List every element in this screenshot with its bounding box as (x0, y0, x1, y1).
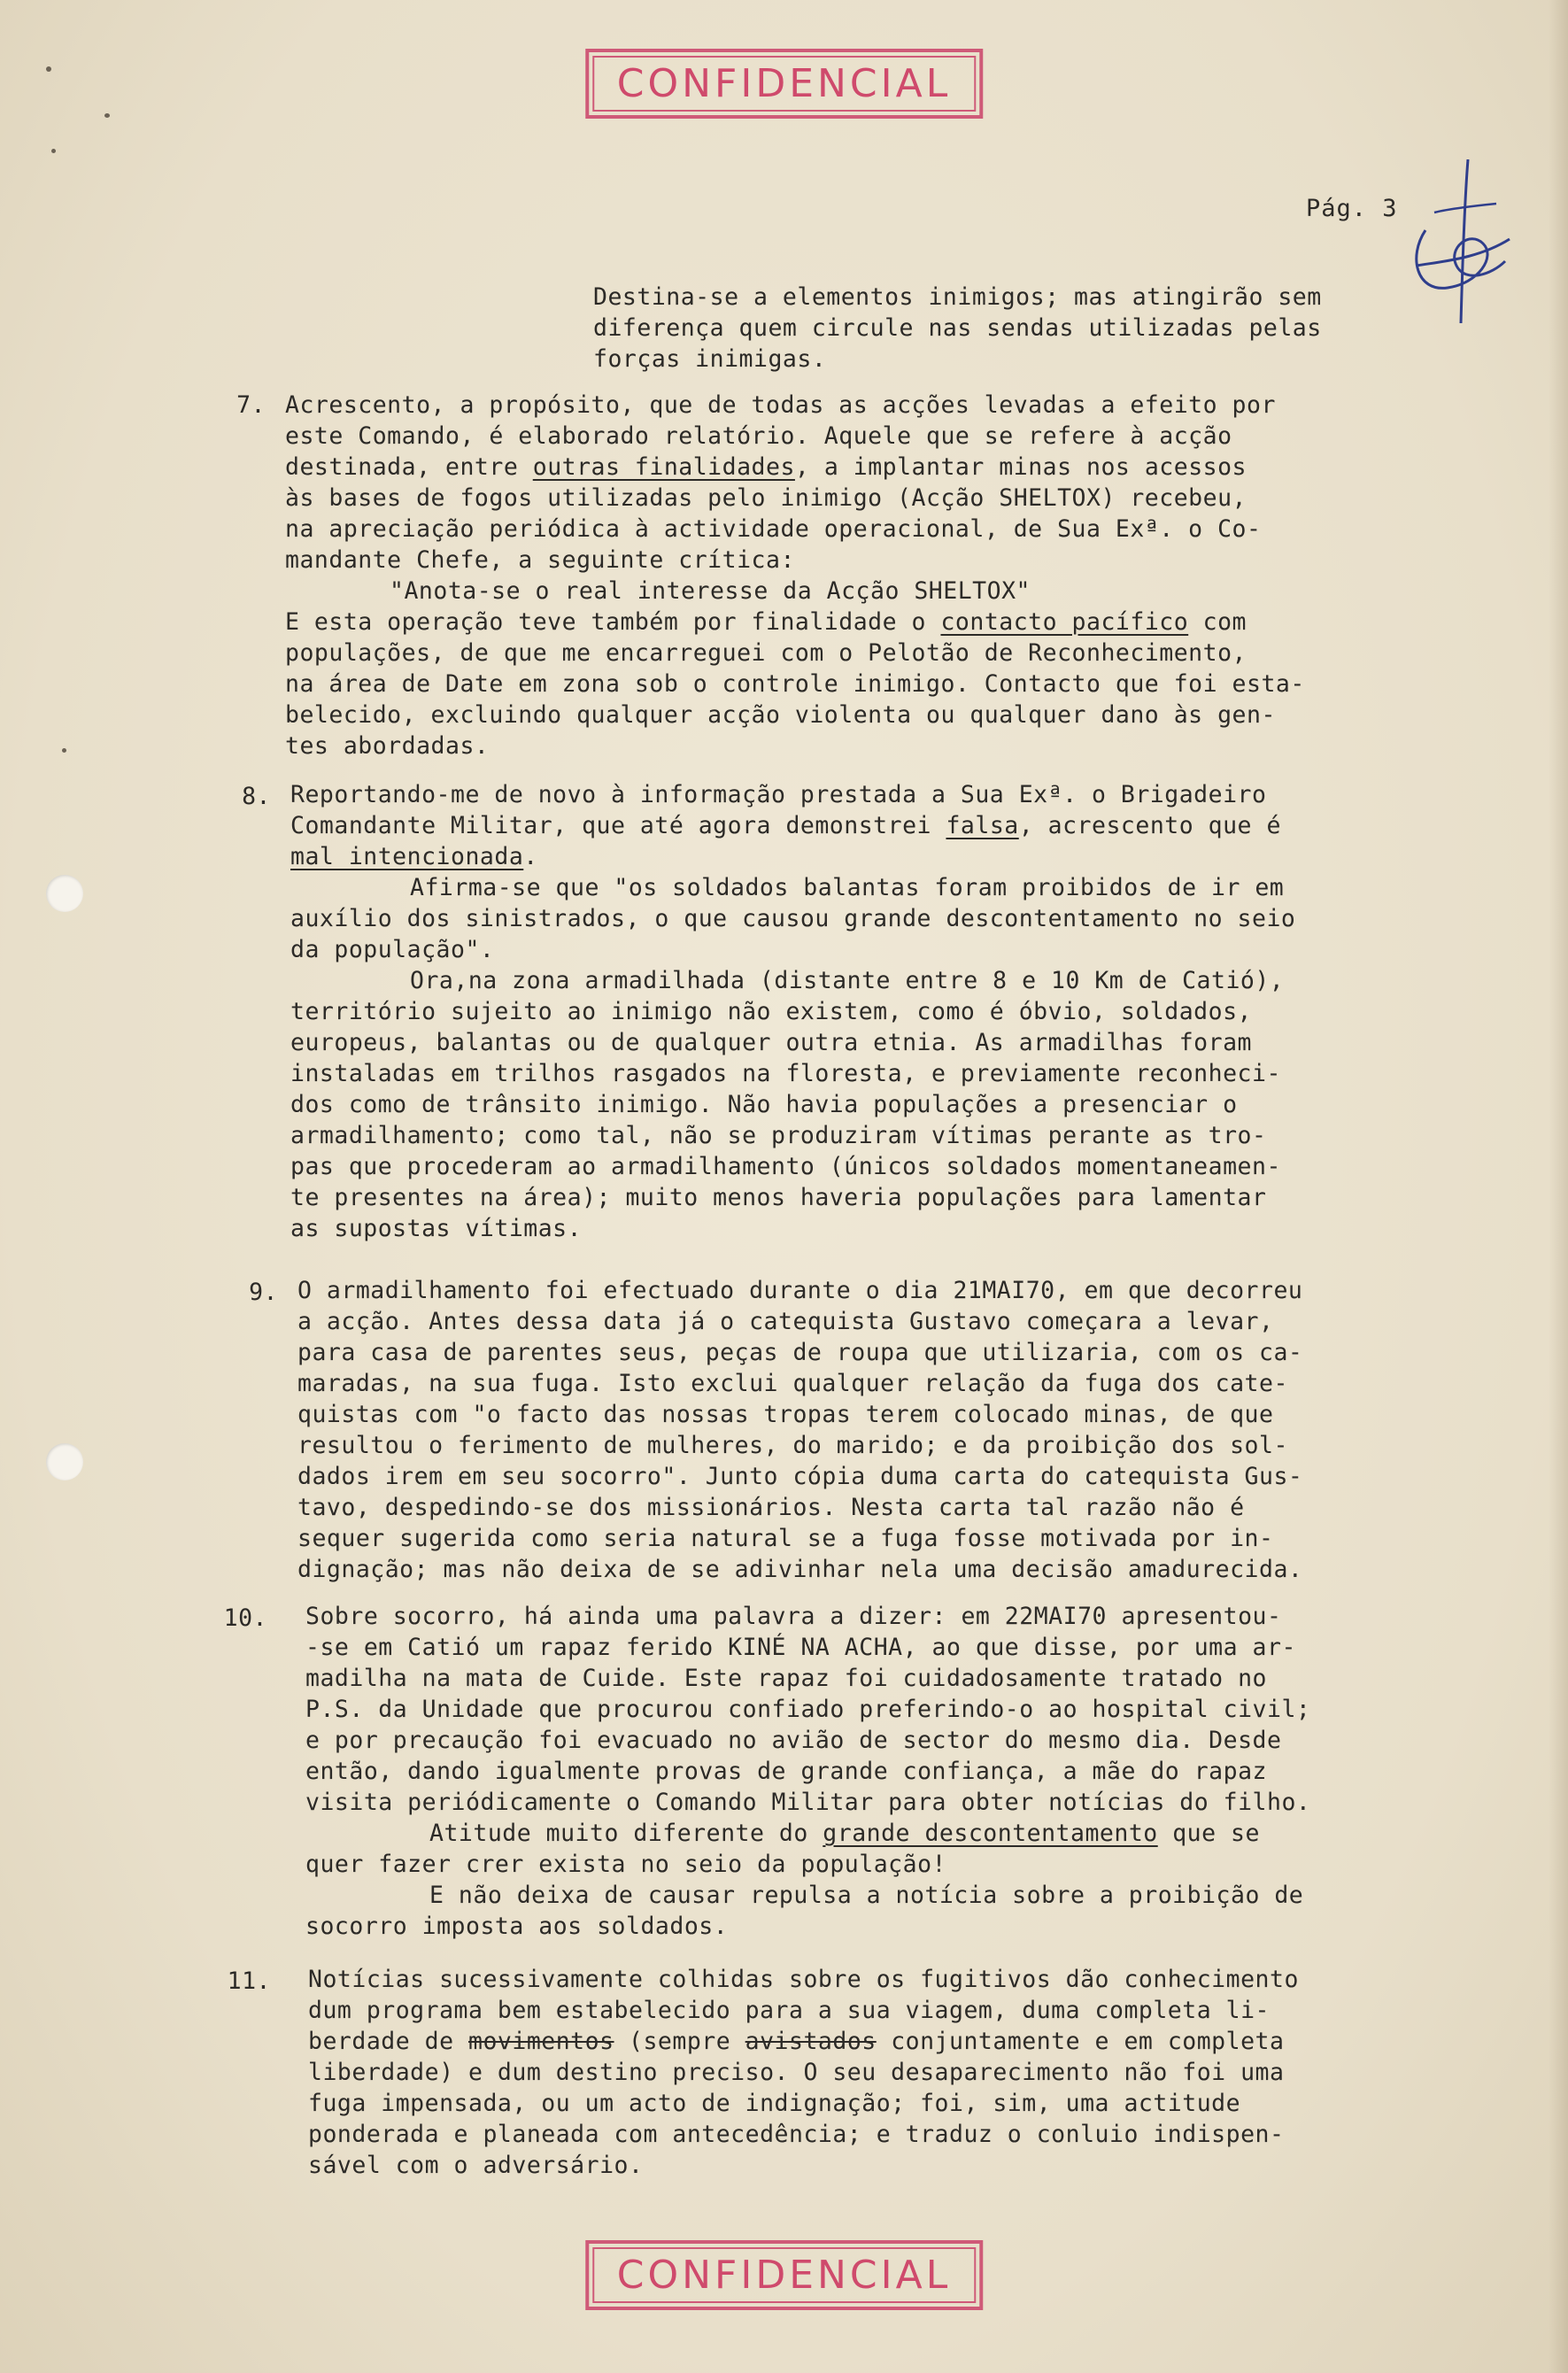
text-line: na área de Date em zona sob o controle inimigo. Contacto que foi esta- (285, 670, 1305, 698)
text-line (290, 810, 1295, 841)
paragraph-number: 7. (236, 391, 266, 419)
text-run: , acrescento que é (1018, 812, 1281, 839)
text-line: armadilhamento; como tal, não se produziram vítimas perante as tro- (290, 1122, 1267, 1149)
text-line: dados irem em seu socorro". Junto cópia duma carta do catequista Gus- (297, 1463, 1303, 1490)
text-line: sequer sugerida como seria natural se a fuga fosse motivada por in- (297, 1525, 1274, 1552)
text-line: dignação; mas não deixa de se adivinhar nela uma decisão amadurecida. (297, 1556, 1303, 1583)
text-line: Acrescento, a propósito, que de todas as acções levadas a efeito por (285, 391, 1276, 419)
text-line: as supostas vítimas. (290, 1215, 583, 1242)
text-line: quistas com "o facto das nossas tropas terem colocado minas, de que (297, 1401, 1274, 1428)
text-line: a acção. Antes dessa data já o catequista Gustavo começara a levar, (297, 1308, 1274, 1335)
text-line: auxílio dos sinistrados, o que causou grande descontentamento no seio (290, 905, 1296, 932)
text-line: madilha na mata de Cuide. Este rapaz foi cuidadosamente tratado no (305, 1665, 1267, 1692)
punch-hole-bottom (46, 1443, 83, 1480)
text-line: dos como de trânsito inimigo. Não havia populações a presenciar o (290, 1091, 1238, 1118)
text-line: Reportando-me de novo à informação prestada a Sua Exª. o Brigadeiro (290, 781, 1267, 808)
underlined-text: grande descontentamento (823, 1820, 1158, 1847)
text-line: Sobre socorro, há ainda uma palavra a dizer: em 22MAI70 apresentou- (305, 1603, 1282, 1630)
text-line: mandante Chefe, a seguinte crítica: (285, 546, 795, 574)
text-line: europeus, balantas ou de qualquer outra etnia. As armadilhas foram (290, 1029, 1252, 1056)
struck-text: movimentos (468, 2028, 614, 2055)
text-line: fuga impensada, ou um acto de indignação; foi, sim, uma actitude (308, 2090, 1241, 2117)
text-line: sável com o adversário. (308, 2152, 644, 2179)
text-run: que se (1157, 1820, 1260, 1847)
text-line: Afirma-se que "os soldados balantas foram proibidos de ir em (410, 874, 1285, 901)
text-line: para casa de parentes seus, peças de roupa que utilizaria, com os ca- (297, 1339, 1303, 1366)
text-line: da população". (290, 936, 495, 963)
text-line (290, 841, 1295, 872)
paragraph-number: 10. (223, 1604, 267, 1632)
text-line: resultou o ferimento de mulheres, do marido; e da proibição dos sol- (297, 1432, 1288, 1459)
ink-speck (51, 149, 56, 153)
text-line: Notícias sucessivamente colhidas sobre os fugitivos dão conhecimento (308, 1966, 1299, 1993)
text-line: Ora,na zona armadilhada (distante entre 8 e 10 Km de Catió), (410, 967, 1285, 994)
paragraph-number: 8. (242, 783, 271, 810)
confidential-stamp-top (585, 49, 983, 119)
text-line: O armadilhamento foi efectuado durante o dia 21MAI70, em que decorreu (297, 1277, 1303, 1304)
text-line: -se em Catió um rapaz ferido KINÉ NA ACHA, ao que disse, por uma ar- (305, 1634, 1296, 1661)
text-run: , a implantar minas nos acessos (794, 453, 1247, 481)
text-line: este Comando, é elaborado relatório. Aquele que se refere à acção (285, 422, 1232, 450)
text-line: tavo, despedindo-se dos missionários. Nesta carta tal razão não é (297, 1494, 1245, 1521)
ink-speck (104, 113, 110, 118)
paragraph-number: 9. (249, 1279, 278, 1306)
text-run: com (1188, 608, 1247, 636)
underlined-text: outras finalidades (532, 453, 795, 481)
paragraph-number: 11. (227, 1967, 271, 1995)
text-line: Destina-se a elementos inimigos; mas atingirão sem (593, 283, 1322, 311)
text-line (285, 607, 1305, 638)
text-run: destinada, entre (285, 453, 533, 481)
text-line: forças inimigas. (593, 345, 827, 373)
text-line: P.S. da Unidade que procurou confiado preferindo-o ao hospital civil; (305, 1696, 1311, 1723)
intro-paragraph (593, 282, 1322, 375)
text-line: te presentes na área); muito menos haveria populações para lamentar (290, 1184, 1267, 1211)
text-line: quer fazer crer exista no seio da população! (305, 1851, 946, 1878)
handwritten-initials (1399, 159, 1514, 328)
text-line: então, dando igualmente provas de grande confiança, a mãe do rapaz (305, 1758, 1267, 1785)
page-number: Pág. 3 (1306, 195, 1398, 222)
text-line: diferença quem circule nas sendas utilizadas pelas (593, 314, 1322, 342)
stamp-text: CONFIDENCIAL (592, 2247, 976, 2303)
confidential-stamp-bottom (585, 2240, 983, 2310)
ink-speck (62, 748, 66, 753)
ink-speck (46, 66, 51, 72)
underlined-text: contacto pacífico (940, 608, 1189, 636)
text-line: visita periódicamente o Comando Militar para obter notícias do filho. (305, 1789, 1311, 1816)
punch-hole-top (46, 875, 83, 912)
text-run: Atitude muito diferente do (429, 1820, 823, 1847)
text-line: ponderada e planeada com antecedência; e traduz o conluio indispen- (308, 2121, 1285, 2148)
text-line: maradas, na sua fuga. Isto exclui qualquer relação da fuga dos cate- (297, 1370, 1288, 1397)
text-run: Comandante Militar, que até agora demonstrei (290, 812, 946, 839)
text-line: tes abordadas. (285, 732, 490, 760)
text-line: liberdade) e dum destino preciso. O seu desaparecimento não foi uma (308, 2059, 1285, 2086)
struck-text: avistados (745, 2028, 877, 2055)
text-line: e por precaução foi evacuado no avião de sector do mesmo dia. Desde (305, 1727, 1282, 1754)
text-line: socorro imposta aos soldados. (305, 1913, 729, 1940)
text-line: populações, de que me encarreguei com o Pelotão de Reconhecimento, (285, 639, 1247, 667)
text-line: "Anota-se o real interesse da Acção SHELTOX" (390, 577, 1031, 605)
text-line (285, 452, 1305, 483)
text-run: (sempre (614, 2028, 745, 2055)
text-line: instaladas em trilhos rasgados na floresta, e previamente reconheci- (290, 1060, 1281, 1087)
stamp-text: CONFIDENCIAL (592, 56, 976, 112)
text-line: dum programa bem estabelecido para a sua viagem, duma completa li- (308, 1997, 1270, 2024)
text-run: . (523, 843, 538, 870)
text-run: E esta operação teve também por finalidade o (285, 608, 941, 636)
text-run: conjuntamente e em completa (876, 2028, 1285, 2055)
text-line: território sujeito ao inimigo não existem, como é óbvio, soldados, (290, 998, 1252, 1025)
text-line: às bases de fogos utilizadas pelo inimigo (Acção SHELTOX) recebeu, (285, 484, 1247, 512)
page-edge-shadow (1549, 0, 1568, 2373)
underlined-text: mal intencionada (290, 843, 524, 870)
text-line (305, 1818, 1310, 1849)
text-run: berdade de (308, 2028, 468, 2055)
text-line: pas que procederam ao armadilhamento (únicos soldados momentaneamen- (290, 1153, 1281, 1180)
text-line: E não deixa de causar repulsa a notícia sobre a proibição de (429, 1882, 1304, 1909)
text-line (308, 2026, 1299, 2057)
text-line: na apreciação periódica à actividade operacional, de Sua Exª. o Co- (285, 515, 1262, 543)
text-line: belecido, excluindo qualquer acção violenta ou qualquer dano às gen- (285, 701, 1276, 729)
underlined-text: falsa (946, 812, 1019, 839)
